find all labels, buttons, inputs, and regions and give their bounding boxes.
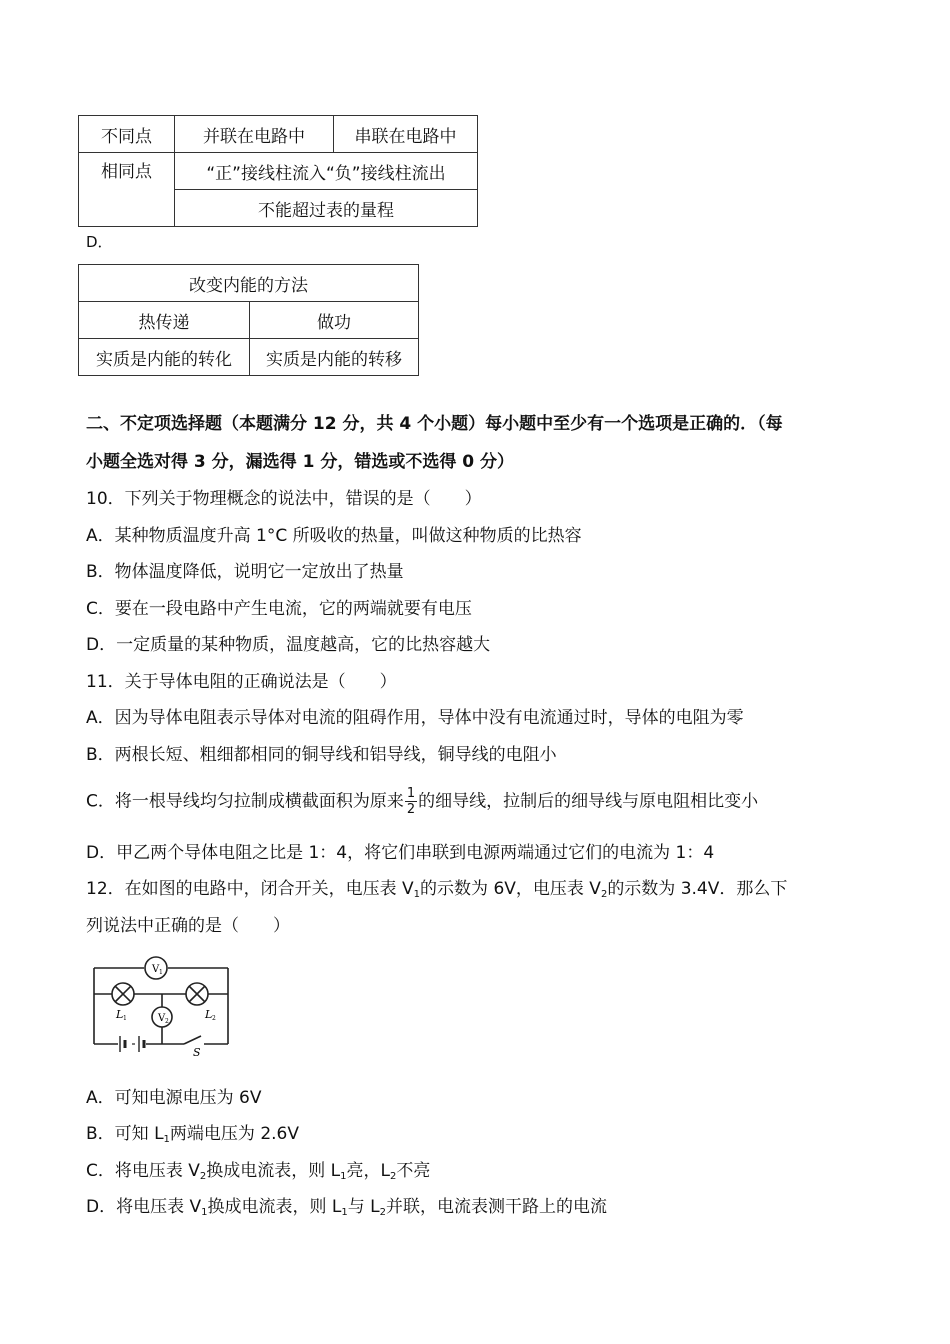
option-text: 换成电流表，则 L (207, 1197, 342, 1217)
option-text: B．可知 L (86, 1124, 164, 1144)
table-cell: 不同点 (79, 116, 175, 153)
question-10-option-d: D．一定质量的某种物质，温度越高，它的比热容越大 (86, 635, 491, 655)
question-12-option-a: A．可知电源电压为 6V (86, 1088, 262, 1108)
question-12-stem (86, 877, 787, 907)
stem-text: 12．在如图的电路中，闭合开关，电压表 V (86, 879, 414, 899)
table-cell: 热传递 (79, 302, 250, 339)
option-text: C．将一根导线均匀拉制成横截面积为原来 (86, 791, 404, 812)
subscript: 1 (163, 1134, 170, 1145)
question-12-option-d (86, 1195, 607, 1225)
question-10-stem: 10．下列关于物理概念的说法中，错误的是（ ） (86, 489, 482, 509)
subscript: 1 (341, 1207, 348, 1218)
question-10-option-a: A．某种物质温度升高 1°C 所吸收的热量，叫做这种物质的比热容 (86, 526, 582, 546)
subscript: 2 (199, 1171, 207, 1182)
table-internal-energy (78, 264, 419, 376)
question-12-option-b (86, 1122, 299, 1152)
stem-text: 的示数为 3.4V．那么下 (607, 879, 788, 899)
table-cell: 串联在电路中 (334, 116, 478, 153)
question-11-option-b: B．两根长短、粗细都相同的铜导线和铝导线，铜导线的电阻小 (86, 745, 557, 765)
section-heading: 二、不定项选择题（本题满分 12 分，共 4 个小题）每小题中至少有一个选项是正确的．（每 (86, 414, 783, 434)
table-cell: 做功 (250, 302, 419, 339)
subscript: 2 (600, 889, 608, 900)
question-11-stem: 11．关于导体电阻的正确说法是（ ） (86, 672, 397, 692)
option-text: D．将电压表 V (86, 1197, 202, 1217)
subscript: 2 (390, 1171, 397, 1182)
option-text: C．将电压表 V (86, 1161, 200, 1181)
option-text: 与 L (347, 1197, 380, 1217)
table-cell: 并联在电路中 (175, 116, 334, 153)
lamp-l1-symbol (112, 983, 134, 1005)
option-text: 的细导线，拉制后的细导线与原电阻相比变小 (418, 791, 759, 812)
l1-label: L (116, 1008, 124, 1021)
table-header-cell: 改变内能的方法 (79, 265, 419, 302)
fraction-numerator: 1 (406, 786, 416, 801)
fraction-denominator: 2 (406, 802, 416, 817)
option-text: 换成电流表，则 L (206, 1161, 341, 1181)
option-text: 两端电压为 2.6V (169, 1124, 299, 1144)
lamp-l2-symbol (186, 983, 208, 1005)
question-10-option-b: B．物体温度降低，说明它一定放出了热量 (86, 562, 404, 582)
question-12-option-c (86, 1159, 430, 1189)
table-cell: 实质是内能的转化 (79, 339, 250, 376)
table-meter-comparison (78, 115, 478, 227)
l1-subscript: 1 (123, 1015, 127, 1022)
option-text: 不亮 (396, 1161, 431, 1181)
stem-text: 的示数为 6V，电压表 V (420, 879, 601, 899)
table-cell: 相同点 (79, 153, 175, 227)
battery-symbol (120, 1036, 144, 1052)
option-text: 并联，电流表测干路上的电流 (386, 1197, 607, 1217)
option-text: 亮，L (346, 1161, 391, 1181)
section-heading-cont: 小题全选对得 3 分，漏选得 1 分，错选或不选得 0 分） (86, 452, 514, 472)
question-11-option-d: D．甲乙两个导体电阻之比是 1：4，将它们串联到电源两端通过它们的电流为 1：4 (86, 843, 715, 863)
subscript: 1 (413, 889, 421, 900)
v2-subscript: 2 (165, 1018, 169, 1025)
v1-subscript: 1 (159, 969, 163, 976)
option-d-label: D． (86, 233, 113, 251)
subscript: 2 (379, 1207, 386, 1218)
table-cell: 不能超过表的量程 (175, 190, 478, 227)
question-11-option-c (86, 786, 758, 817)
table-cell: 实质是内能的转移 (250, 339, 419, 376)
fraction-one-half (405, 786, 417, 817)
question-11-option-a: A．因为导体电阻表示导体对电流的阻碍作用，导体中没有电流通过时，导体的电阻为零 (86, 708, 744, 728)
v2-label: V (158, 1013, 166, 1024)
subscript: 1 (201, 1207, 208, 1218)
circuit-diagram (88, 952, 238, 1058)
question-12-stem-cont: 列说法中正确的是（ ） (86, 916, 290, 936)
switch-label: S (193, 1046, 201, 1058)
l2-subscript: 2 (212, 1015, 216, 1022)
subscript: 1 (340, 1171, 347, 1182)
question-10-option-c: C．要在一段电路中产生电流，它的两端就要有电压 (86, 599, 472, 619)
table-cell: “正”接线柱流入“负”接线柱流出 (175, 153, 478, 190)
l2-label: L (205, 1008, 213, 1021)
v1-label: V (152, 964, 160, 975)
